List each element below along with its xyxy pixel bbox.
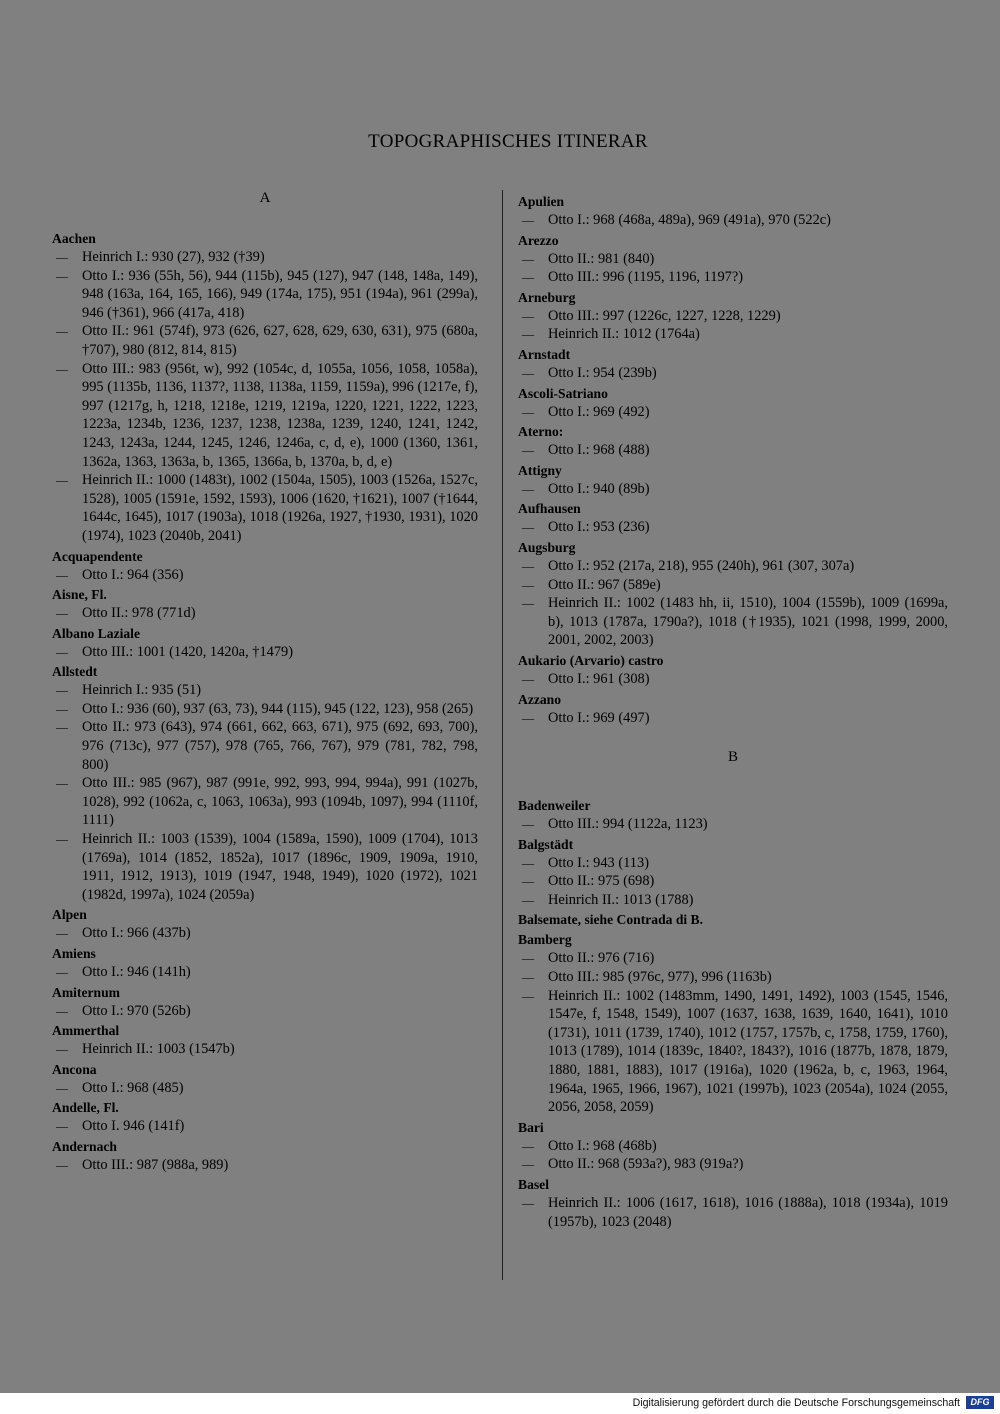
- entry-ruler-line: — Otto II.: 976 (716): [518, 949, 948, 968]
- index-entry: [518, 231, 948, 287]
- entry-place-name: Arneburg: [518, 289, 576, 305]
- entry-ruler-line: — Heinrich II.: 1012 (1764a): [518, 325, 948, 344]
- entry-place-name: Aterno:: [518, 424, 564, 440]
- index-entry: [518, 288, 948, 344]
- entry-ruler-line: — Otto III.: 996 (1195, 1196, 1197?): [518, 268, 948, 287]
- left-column: [52, 190, 478, 1176]
- entry-place-name: Apulien: [518, 194, 565, 209]
- entry-ruler-line: — Otto I.: 966 (437b): [52, 924, 478, 943]
- entry-place-name: Aachen: [52, 231, 96, 246]
- entry-place-name: Arnstadt: [518, 346, 571, 362]
- index-entry: [52, 983, 478, 1021]
- entry-ruler-line: — Otto I.: 936 (55h, 56), 944 (115b), 945 (127), 947 (148, 148a, 149), 948 (163a, 164, 165, 166), 949 (174a, 175), 951 (194a), 961 (299a), 946 (†361), 966 (417a, 418): [52, 267, 478, 323]
- index-entry: [518, 384, 948, 422]
- index-entry: [518, 651, 948, 689]
- entry-place-name: Allstedt: [52, 664, 98, 680]
- entry-ruler-line: — Otto I.: 964 (356): [52, 566, 478, 585]
- entry-ruler-line: — Otto I.: 968 (488): [518, 441, 948, 460]
- entry-place-name: Acquapendente: [52, 548, 143, 564]
- section-letter-b: B: [727, 749, 738, 766]
- entry-ruler-line: — Heinrich II.: 1003 (1539), 1004 (1589a, 1590), 1009 (1704), 1013 (1769a), 1014 (1852, 1852a), 1017 (1896c, 1909, 1909a, 1910, 1911, 1912, 1913), 1019 (1947, 1948, 1949), 1020 (1972), 1021 (1982d, 1997a), 1024 (2059a): [52, 830, 478, 904]
- entry-place-name: Alpen: [52, 907, 87, 923]
- index-entry: [52, 1098, 478, 1136]
- index-entry: [518, 910, 948, 929]
- entry-ruler-line: — Otto I.: 936 (60), 937 (63, 73), 944 (115), 945 (122, 123), 958 (265): [52, 700, 478, 719]
- entry-ruler-line: — Otto III.: 983 (956t, w), 992 (1054c, d, 1055a, 1056, 1058, 1058a), 995 (1135b, 1136, 1137?, 1138, 1138a, 1159, 1159a), 996 (1217e, f), 997 (1217g, h, 1218, 1218e, 1219, 1219a, 1220, 1221, 1222, 1223, 1223a, 1234b, 1236, 1237, 1238, 1238a, 1239, 1240, 1241, 1242, 1243, 1243a, 1244, 1245, 1246, 1246a, c, d, e), 1000 (1360, 1361, 1362a, 1363, 1363a, b, 1365, 1366a, b, 1370a, b, d, e): [52, 360, 478, 472]
- footer-credit: Digitalisierung gefördert durch die Deutsche Forschungsgemeinschaft: [632, 1397, 960, 1409]
- entry-place-name: Ascoli-Satriano: [518, 385, 608, 401]
- entry-ruler-line: — Heinrich II.: 1002 (1483 hh, ii, 1510), 1004 (1559b), 1009 (1699a, b), 1013 (1787a, 1790a?), 1018 (†1935), 1021 (1998, 1999, 2000, 2001, 2002, 2003): [518, 594, 948, 650]
- index-entry: [52, 585, 478, 623]
- column-divider: [502, 190, 503, 1280]
- entry-place-name: Balgstädt: [518, 836, 574, 852]
- entry-ruler-line: — Heinrich II.: 1000 (1483t), 1002 (1504a, 1505), 1003 (1526a, 1527c, 1528), 1005 (1591e, 1592, 1593), 1006 (1620, †1621), 1007 (†1644, 1644c, 1645), 1017 (1903a), 1018 (1926a, 1927, †1930, 1931), 1020 (1974), 1023 (2040b, 2041): [52, 471, 478, 545]
- section-letter-a: A: [259, 190, 271, 206]
- entry-ruler-line: — Otto III.: 997 (1226c, 1227, 1228, 1229): [518, 307, 948, 326]
- right-column: [518, 192, 948, 1232]
- entry-place-name: Aisne, Fl.: [52, 587, 107, 603]
- entry-place-name: Bamberg: [518, 932, 572, 948]
- entry-place-name: Andernach: [52, 1138, 117, 1154]
- index-entry: [52, 1060, 478, 1098]
- entry-ruler-line: — Otto I. 946 (141f): [52, 1117, 478, 1136]
- index-entry: [52, 905, 478, 943]
- index-entry: [518, 930, 948, 1116]
- entry-place-name: Aukario (Arvario) castro: [518, 652, 664, 668]
- entry-ruler-line: — Heinrich II.: 1003 (1547b): [52, 1040, 478, 1059]
- dfg-logo: DFG: [966, 1396, 994, 1409]
- entry-place-name: Amiens: [52, 946, 96, 961]
- entry-place-name: Azzano: [518, 691, 562, 707]
- entry-ruler-line: — Otto I.: 943 (113): [518, 854, 948, 873]
- entry-ruler-line: — Otto I.: 969 (497): [518, 709, 948, 728]
- entry-ruler-line: — Otto II.: 981 (840): [518, 250, 948, 269]
- index-entry: [518, 499, 948, 537]
- entry-ruler-line: — Otto III.: 994 (1122a, 1123): [518, 815, 948, 834]
- entry-ruler-line: — Otto III.: 987 (988a, 989): [52, 1156, 478, 1175]
- entry-ruler-line: — Otto III.: 1001 (1420, 1420a, †1479): [52, 643, 478, 662]
- entries-a-part2: [518, 192, 948, 727]
- entry-ruler-line: — Otto I.: 946 (141h): [52, 963, 478, 982]
- index-entry: [518, 192, 948, 230]
- entry-place-name: Andelle, Fl.: [52, 1100, 119, 1116]
- entry-place-name: Aufhausen: [518, 501, 581, 517]
- index-entry: [52, 1021, 478, 1059]
- entry-ruler-line: — Heinrich I.: 935 (51): [52, 681, 478, 700]
- index-entry: [52, 1137, 478, 1175]
- index-entry: [518, 461, 948, 499]
- entries-a-part1: [52, 229, 478, 1175]
- index-entry: [518, 422, 948, 460]
- entry-ruler-line: — Otto I.: 968 (468b): [518, 1137, 948, 1156]
- entry-ruler-line: — Otto II.: 961 (574f), 973 (626, 627, 628, 629, 630, 631), 975 (680a, †707), 980 (812, 814, 815): [52, 322, 478, 359]
- entry-ruler-line: — Otto II.: 975 (698): [518, 872, 948, 891]
- entry-ruler-line: — Otto II.: 978 (771d): [52, 604, 478, 623]
- index-entry: [52, 229, 478, 546]
- entry-ruler-line: — Otto II.: 968 (593a?), 983 (919a?): [518, 1155, 948, 1174]
- entry-place-name: Attigny: [518, 462, 562, 478]
- index-entry: [52, 624, 478, 662]
- entry-ruler-line: — Otto I.: 969 (492): [518, 403, 948, 422]
- entry-ruler-line: — Otto I.: 968 (485): [52, 1079, 478, 1098]
- entry-ruler-line: — Heinrich II.: 1013 (1788): [518, 891, 948, 910]
- entry-place-name: Badenweiler: [518, 798, 591, 814]
- entry-place-name: Augsburg: [518, 539, 576, 555]
- index-entry: [518, 538, 948, 650]
- entry-ruler-line: — Heinrich II.: 1006 (1617, 1618), 1016 (1888a), 1018 (1934a), 1019 (1957b), 1023 (2048): [518, 1194, 948, 1231]
- entry-ruler-line: — Heinrich II.: 1002 (1483mm, 1490, 1491, 1492), 1003 (1545, 1546, 1547e, f, 1548, 1549), 1007 (1637, 1638, 1639, 1640, 1641), 1010 (1731), 1011 (1739, 1740), 1012 (1757, 1757b, c, 1758, 1759, 1760), 1013 (1789), 1014 (1839c, 1840?, 1843?), 1016 (1877b, 1878, 1879, 1880, 1881, 1883), 1017 (1916a), 1020 (1962a, b, c, 1963, 1964, 1964a, 1965, 1966, 1967), 1021 (1997b), 1023 (2054a), 1024 (2055, 2056, 2058, 2059): [518, 987, 948, 1117]
- entry-place-name: Bari: [518, 1119, 544, 1135]
- entry-place-name: Basel: [518, 1177, 549, 1192]
- index-entry: [52, 944, 478, 982]
- entry-ruler-line: — Otto II.: 967 (589e): [518, 576, 948, 595]
- index-entry: [52, 662, 478, 904]
- footer-bar: [0, 1393, 1000, 1414]
- entry-ruler-line: — Heinrich I.: 930 (27), 932 (†39): [52, 248, 478, 267]
- entry-place-name: Amiternum: [52, 984, 120, 1000]
- entry-ruler-line: — Otto III.: 985 (976c, 977), 996 (1163b): [518, 968, 948, 987]
- index-entry: [52, 547, 478, 585]
- index-entry: [518, 835, 948, 910]
- entries-b: [518, 796, 948, 1231]
- index-entry: [518, 796, 948, 834]
- entry-ruler-line: — Otto I.: 953 (236): [518, 518, 948, 537]
- index-entry: [518, 1118, 948, 1174]
- entry-ruler-line: — Otto I.: 954 (239b): [518, 364, 948, 383]
- entry-ruler-line: — Otto I.: 940 (89b): [518, 480, 948, 499]
- entry-ruler-line: — Otto I.: 961 (308): [518, 670, 948, 689]
- entry-place-name: Ammerthal: [52, 1023, 120, 1039]
- entry-ruler-line: — Otto III.: 985 (967), 987 (991e, 992, 993, 994, 994a), 991 (1027b, 1028), 992 (1062a, c, 1063, 1063a), 993 (1094b, 1097), 994 (1110f, 1111): [52, 774, 478, 830]
- entry-place-name: Balsemate, siehe Contrada di B.: [518, 912, 704, 928]
- entry-ruler-line: — Otto I.: 968 (468a, 489a), 969 (491a), 970 (522c): [518, 211, 948, 230]
- page-title: TOPOGRAPHISCHES ITINERAR: [368, 131, 648, 152]
- entry-place-name: Albano Laziale: [52, 625, 140, 641]
- index-entry: [518, 1175, 948, 1231]
- index-entry: [518, 345, 948, 383]
- entry-ruler-line: — Otto I.: 952 (217a, 218), 955 (240h), 961 (307, 307a): [518, 557, 948, 576]
- entry-ruler-line: — Otto II.: 973 (643), 974 (661, 662, 663, 671), 975 (692, 693, 700), 976 (713c), 977 (757), 978 (765, 766, 767), 979 (781, 782, 798, 800): [52, 718, 478, 774]
- entry-place-name: Ancona: [52, 1061, 97, 1077]
- index-entry: [518, 690, 948, 728]
- entry-place-name: Arezzo: [518, 232, 559, 248]
- entry-ruler-line: — Otto I.: 970 (526b): [52, 1002, 478, 1021]
